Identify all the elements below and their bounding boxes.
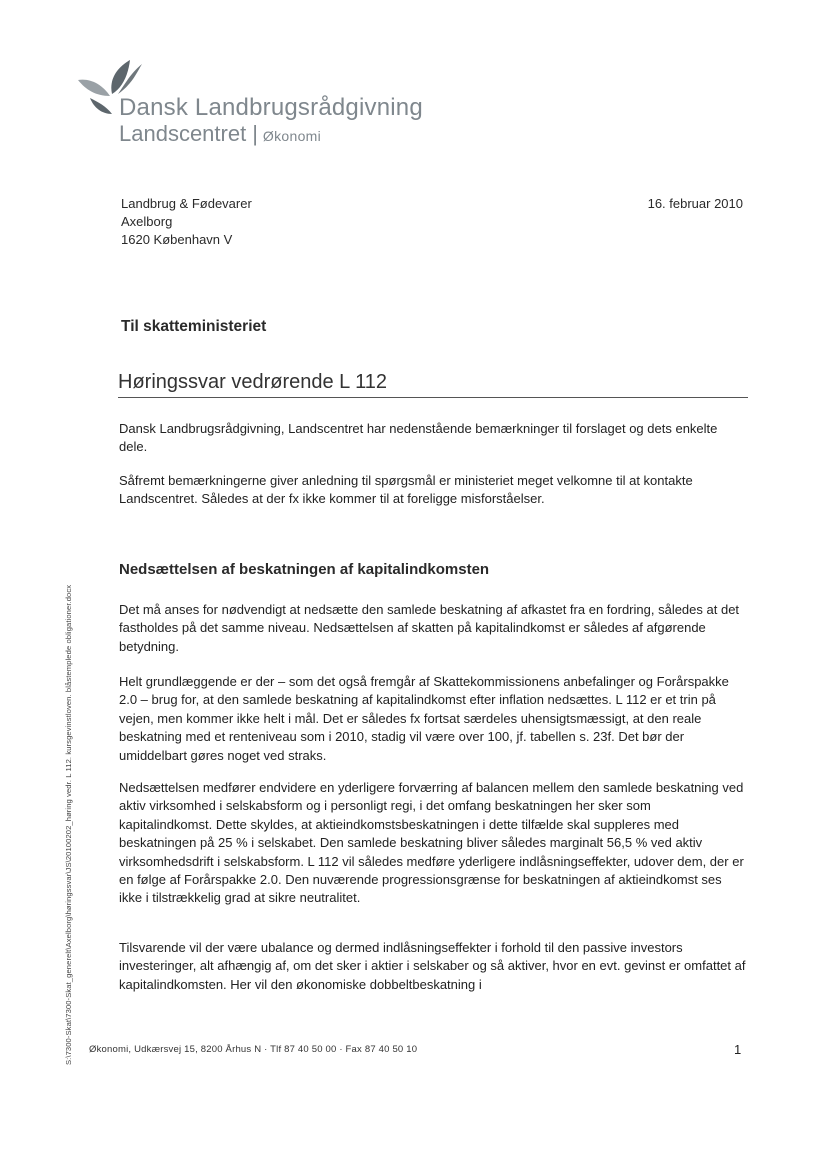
footer-contact: Økonomi, Udkærsvej 15, 8200 Århus N · Tlf 87 40 50 00 · Fax 87 40 50 10 <box>89 1044 418 1055</box>
addressee-heading: Til skatteministeriet <box>121 318 267 335</box>
letter-date: 16. februar 2010 <box>647 196 743 211</box>
body-paragraph-4: Tilsvarende vil der være ubalance og dermed indlåsningseffekter i forhold til den passive investors investeringer, alt afhængig af, om det sker i aktier i selskaber og så aktiver, hvor en evt. gevinst er omfattet af kapitalindkomsten. Her vil den økonomiske dobbeltbeskatning i <box>119 940 746 992</box>
section-heading: Nedsættelsen af beskatningen af kapitalindkomsten <box>119 561 490 578</box>
body-paragraph-1: Det må anses for nødvendigt at nedsætte den samlede beskatning af afkastet fra en fordring, således at det fastholdes på det samme niveau. Nedsættelsen af skatten på kapitalindkomst er således af afgørende betydning. <box>119 602 740 654</box>
intro-paragraph-1: Dansk Landbrugsrådgivning, Landscentret har nedenstående bemærkninger til forslaget og dets enkelte dele. <box>119 421 718 455</box>
letter-subject: Høringssvar vedrørende L 112 <box>118 371 388 393</box>
subject-divider <box>118 397 748 398</box>
recipient-address <box>121 195 252 249</box>
logo-subtitle-unit: Økonomi <box>262 128 322 144</box>
body-paragraph-2: Helt grundlæggende er der – som det også fremgår af Skattekommissionens anbefalinger og Forårspakke 2.0 – brug for, at den samlede beskatning af kapitalindkomst efter inflation nedsættes. L 112 er et trin på vejen, men kommer ikke helt i mål. Det er således fx fortsat særdeles uhensigtsmæssigt, at den reale beskatning med et renteniveau som i 2010, stadig vil være over 100, jf. tabellen s. 23f. Det bør der umiddelbart gøres noget ved straks. <box>119 674 729 763</box>
logo-separator: | <box>252 121 258 146</box>
intro-paragraph-2: Såfremt bemærkningerne giver anledning til spørgsmål er ministeriet meget velkomne til at kontakte Landscentret. Således at der fx ikke kommer til at foreligge misforståelser. <box>119 473 693 507</box>
logo-subtitle-main: Landscentret <box>119 121 247 146</box>
file-path-margin-note: S:\7300-Skat\7300-Skat_generelt\Axelborg\høringssvar\JS\20100202_høring vedr. L 112. kursgevinstloven. blåstemplede obligationer.docx <box>64 584 73 1065</box>
body-paragraph-3: Nedsættelsen medfører endvidere en yderligere forværring af balancen mellem den samlede beskatning ved aktiv virksomhed i selskabsform og i personligt regi, i det omfang beskatningen her sker som kapitalindkomst. Dette skyldes, at aktieindkomstsbeskatningen i dette tilfælde skal suppleres med beskatningen på 25 % i selskabet. Den samlede beskatning bliver således marginalt 56,5 % ved aktiv virksomhedsdrift i selskabsform. L 112 vil således medføre yderligere indlåsningseffekter, udover dem, der er en følge af Forårspakke 2.0. Den nuværende progressionsgrænse for beskatningen af aktieindkomst ses ikke i tilstrækkelig grad at sikre neutralitet. <box>119 780 744 906</box>
logo-title: Dansk Landbrugsrådgivning <box>119 94 423 121</box>
page-number: 1 <box>734 1042 742 1057</box>
logo-subtitle <box>119 123 321 145</box>
address-line-2: Axelborg <box>121 214 173 229</box>
address-line-1: Landbrug & Fødevarer <box>121 196 252 211</box>
address-line-3: 1620 København V <box>121 232 233 247</box>
